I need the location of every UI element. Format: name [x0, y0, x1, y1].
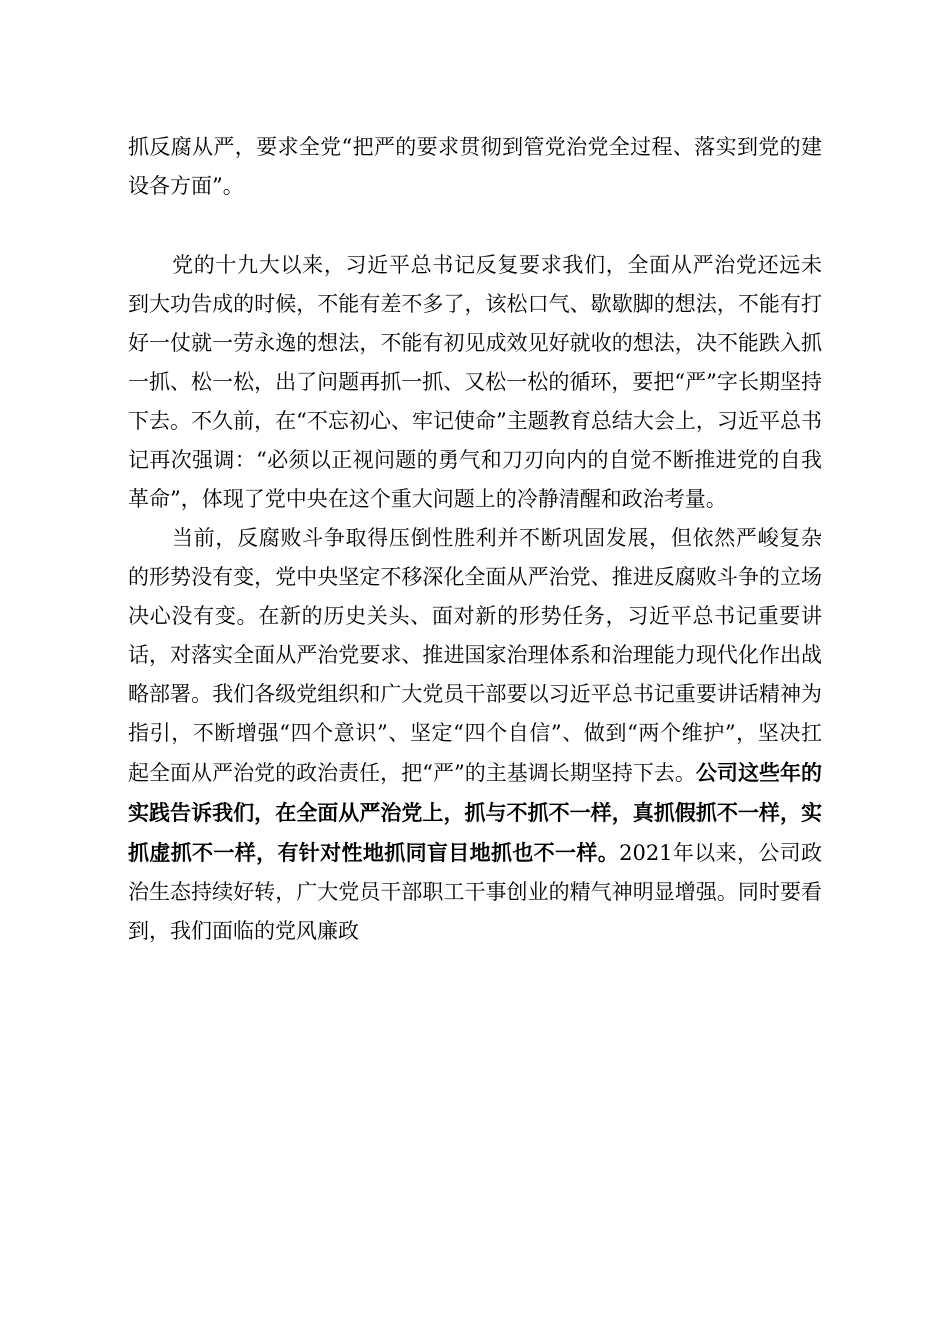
paragraph-1-text: 抓反腐从严，要求全党“把严的要求贯彻到管党治党全过程、落实到党的建设各方面”。	[128, 135, 822, 198]
paragraph-2-text: 党的十九大以来，习近平总书记反复要求我们，全面从严治党还远未到大功告成的时候，不能有差不多了，该松口气、歇歇脚的想法，不能有打好一仗就一劳永逸的想法，不能有初见成效见好就收的想法，决不能跌入抓一抓、松一松，出了问题再抓一抓、又松一松的循环，要把“严”字长期坚持下去。不久前，在“不忘初心、牢记使命”主题教育总结大会上，习近平总书记再次强调：“必须以正视问题的勇气和刀刃向内的自觉不断推进党的自我革命”，体现了党中央在这个重大问题上的冷静清醒和政治考量。	[128, 253, 822, 511]
paragraph-3-tail-text: 2021年以来，公司政治生态持续好转，广大党员干部职工干事创业的精气神明显增强。同时要看到，我们面临的党风廉政	[128, 841, 822, 943]
paragraph-3	[128, 519, 822, 951]
paragraph-3-text: 当前，反腐败斗争取得压倒性胜利并不断巩固发展，但依然严峻复杂的形势没有变，党中央坚定不移深化全面从严治党、推进反腐败斗争的立场决心没有变。在新的历史关头、面对新的形势任务，习近平总书记重要讲话，对落实全面从严治党要求、推进国家治理体系和治理能力现代化作出战略部署。我们各级党组织和广大党员干部要以习近平总书记重要讲话精神为指引，不断增强“四个意识”、坚定“四个自信”、做到“两个维护”，坚决扛起全面从严治党的政治责任，把“严”的主基调长期坚持下去。	[128, 526, 822, 785]
paragraph-2	[128, 246, 822, 519]
paragraph-3-bold-text: 公司这些年的实践告诉我们，在全面从严治党上，抓与不抓不一样，真抓假抓不一样，实抓虚抓不一样，有针对性地抓同盲目地抓也不一样。	[128, 760, 822, 865]
document-page	[128, 128, 822, 951]
paragraph-1	[128, 128, 822, 206]
